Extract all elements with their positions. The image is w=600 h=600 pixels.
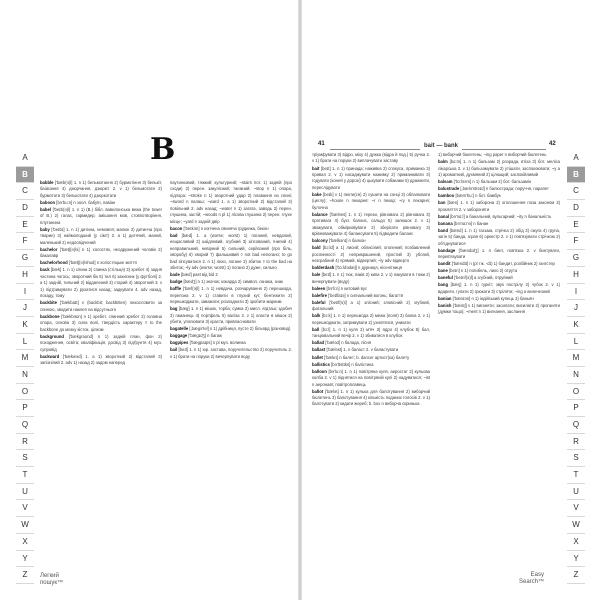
index-tab-p[interactable]: P [16,400,34,417]
entry-headword: band [438,227,449,233]
dictionary-entry [312,313,430,326]
entry-definition: [bæŋ] 1. n 1) гуркіт; звук пострілу 2) чубок 2. v 1) вдарити, гупати 2) грюкати 3) стріляти; ~ing a величезний [438,282,560,294]
right-brand-logo [519,572,544,586]
entry-headword: badge [170,279,183,285]
index-tab-i[interactable]: I [16,284,34,301]
entry-headword: ban [438,200,446,206]
entry-definition: ['bændɪt] n (pl тж. -dɪ) 1) бандит, розбійник 2) гангстер [451,261,555,267]
dictionary-entry [40,354,162,367]
header-rule-left [330,149,420,150]
entry-headword: bagatelle [170,326,189,332]
dictionary-entry [40,267,162,299]
entry-definition: [bæn] 1. n 1) заборона 2) оголошення поза законом 3) прокляття 2. v забороняти [438,200,560,212]
entry-definition: [bə'li:n] n китовий вус [326,285,367,291]
entry-definition: ['beɪnf(ə)l] a згубний, отруйний [454,275,513,281]
entry-headword: bagpipes [170,340,189,346]
index-tab-o[interactable]: O [16,384,34,401]
entry-headword: balk [312,313,321,319]
entry-definition: ['bælət] 1. n 1) кулька для балотування 2) виборчий бюлетень 3) балотування 4) кількість поданих голосів 2. v 1) балотувати 2) кидати жереб; b. box n виборча скринька [312,388,430,407]
dictionary-entry [312,347,430,353]
dictionary-entry [170,272,292,278]
entry-headword: baby [40,226,50,232]
index-tab-t[interactable]: T [16,467,34,484]
entry-headword: ballad [312,340,325,346]
dictionary-entry [170,233,292,272]
index-tab-n[interactable]: N [16,367,34,384]
entry-headword: banish [438,302,452,308]
right-alphabet-index [567,150,585,584]
dictionary-entry [312,355,430,361]
dictionary-entry [40,300,162,313]
entry-headword: background [40,333,64,339]
entry-headword: bandage [438,247,456,253]
entry-definition: ['beɪbɪ] 1. n 1) дитина, немовля; малюк 2) дитинча (про тварин) 3) наймолодший (у сім'ї) 2. a 1) дитячий, малий, маленький 2) недосвідчений [40,226,162,245]
entry-definition: ['bæɡpaɪps] n pl муз. волинка [189,340,246,346]
entry-definition: 1) виборчий бюлетень; ~ing paper n виборчий бюлетень [438,152,547,157]
entry-headword: backbone [40,313,60,319]
entry-headword: banal [438,213,449,219]
index-tab-f[interactable]: F [567,233,585,250]
entry-headword: bang [438,282,449,288]
entry-definition: [beɪl] 1. n 1) юр. застава, поручительство 2) поручитель 2. v 1) брати на поруки 2) вичерпувати воду [170,347,292,359]
dictionary-entry [312,238,430,244]
dictionary-entry [40,247,162,260]
entry-definition: ['bændɪdʒ] 1. n бинт, пов'язка 2. v бинтувати, перев'язувати [438,247,560,260]
dictionary-entry [438,159,560,178]
index-tab-b[interactable]: B [567,167,585,184]
dictionary-entry [40,207,162,226]
entry-definition: ['bætʃ(ə)lə] n 1) холостяк, неодружений чоловік 2) бакалавр [40,246,163,259]
entry-definition: [bæd] 1. a (worse; worst) 1) поганий, невдалий, нещасливий 2) шкідливий, згубний 3) зіпсований, гнилий 4) неправильний, невірний 5) сильний, серйозний (про біль, хворобу) 6) хворий 7) фальшивий ◊ not bad непогано; to go bad зіпсуватися 2. n 1) лихо, погане 2) збиток ◊ to the bad на збиток; ~ly adv (worse; worst) 1) погано 2) дуже, сильно [170,232,292,271]
dictionary-entry [170,326,292,332]
dictionary-entry [438,261,560,267]
entry-headword: baffle [170,286,182,292]
dictionary-entry [438,179,560,185]
entry-headword: baneful [438,275,453,281]
index-tab-c[interactable]: C [16,183,34,200]
entry-definition: ['beɪkən] n копчена свиняча грудинка, бекон [183,225,269,231]
entry-definition: паутинковий, тяжкий; культурний; ~stairs пот. 1) задній (про сходи) 2) перен. закулісний; таємний; ~stop n 1) опора, підпора; ~stroke n 1) зворотний удар 2) плавання на спині; ~sword n палаш; ~ward 1. a 1) зворотний 2) відсталий 3) повільний 2. adv назад; ~water n 1) загата, заводь 2) перен. глушина, застій; ~woods n pl 1) лісова глушина 2) перен. глухе місце; ~yard n задній двір [170,180,292,224]
index-tab-d[interactable]: D [567,200,585,217]
dictionary-entry [312,265,430,271]
dictionary-entry [438,228,560,247]
index-tab-n[interactable]: N [567,367,585,384]
index-tab-x[interactable]: X [567,534,585,551]
entry-definition: [bæɡ] 1. n 1) мішок, торба; сумка 2) мисл. ягдташ; здобич 3) гаманець 4) портфель 5) валіза 2. v 1) класти в мішок 2) убити, уполювати 3) красти, привласнювати [170,306,292,325]
entry-definition: ['bækbəʊn] n 1) хребет, спинний хребет 2) головна опора, основа 3) сила волі, твердість характеру ◊ to the backbone до мозку кісток, цілком [40,313,162,332]
right-page-column-2 [438,152,560,316]
dictionary-entry [312,272,430,285]
right-logo-line1: Easy [530,572,545,578]
index-tab-u[interactable]: U [567,484,585,501]
entry-headword: baleen [312,285,326,291]
entry-headword: balcony [312,238,328,244]
entry-headword: balloon [312,368,327,374]
dictionary-entry [438,193,560,199]
entry-definition: [bɑ:m] 1. n 1) бальзам 2) розрада, втіха 3) бот. меліса лікарська 2. v 1) бальзамувати 2) утішати, заспокоювати; ~y a 1) ароматний, духмяний 2) цілющий; заспокійливий [438,159,560,177]
entry-headword: bachelor [40,246,58,252]
index-tab-r[interactable]: R [567,434,585,451]
entry-definition: [bænd] 1. n 1) тасьма, стрічка 2) обід 3) смуга 4) група, загін 5) банда, зграя 6) оркестр 2. v 1) пов'язувати стрічкою 2) об'єднуватися [438,227,560,246]
entry-definition: [beɪt] 1. n 1) принада; наживка 2) спокуса, приманка 3) привал 2. v 1) насаджувати наживку 2) приманювати 3) годувати (коней у дорозі) 4) цькувати собаками 5) дражнити, переслідувати [312,165,430,190]
entry-definition: [bæd] past від bid 2 [180,272,218,278]
index-tab-w[interactable]: W [567,517,585,534]
index-tab-p[interactable]: P [567,400,585,417]
index-tab-a[interactable]: A [567,150,585,167]
entry-headword: bake [312,191,322,197]
dictionary-entry [40,314,162,333]
entry-definition: [bə'nɑ:nə] n банан [453,220,489,226]
dictionary-entry [40,200,162,206]
dictionary-entry [170,333,292,339]
index-tab-s[interactable]: S [16,450,34,467]
dictionary-entry [438,282,560,295]
index-tab-l[interactable]: L [567,334,585,351]
index-tab-m[interactable]: M [567,350,585,367]
index-tab-z[interactable]: Z [567,567,585,584]
dictionary-entry [312,245,430,264]
entry-definition: [bɔ:l] 1. n 1) куля 2) м'яч 3) ядро 4) клубок 5) бал, танцювальний вечір 2. v 1) збиватися в клубок [312,326,430,339]
dictionary-entry [438,221,560,227]
entry-definition: [bə'bu:n] n зоол. бабуїн, павіан [56,199,116,205]
entry-headword: banana [438,220,453,226]
index-tab-f[interactable]: F [16,233,34,250]
dictionary-entry [438,303,560,316]
index-tab-v[interactable]: V [16,500,34,517]
dictionary-entry [170,226,292,232]
entry-definition: ['bæf(ə)l] 1. n 1) невдача, розчарування 2) перешкода, перепона 2. v 1) ставити в глухий кут, бентежити 2) перешкоджати, заважати; розладнати 3) зробити марним [170,286,292,305]
entry-headword: backward [40,353,60,359]
dictionary-entry [170,180,292,225]
dictionary-entry [438,200,560,213]
dictionary-entry [40,260,162,266]
book-gutter [298,0,302,600]
entry-definition: [,bælə'streɪd] n балюстрада; поруччя, парапет [460,186,549,192]
entry-definition: [bɔ:ld] a 1) лисий; облисілий; оголений; позбавлений рослинності 2) неприкрашений, простий 3) убогий, незграбний 4) прямий, відвертий; ~ly adv відверто [312,245,430,264]
entry-headword: balsam [438,179,453,184]
dictionary-entry [312,286,430,292]
entry-headword: bald [312,245,321,251]
left-page-column-2 [170,180,292,361]
dictionary-entry [40,334,162,353]
index-tab-l[interactable]: L [16,334,34,351]
entry-definition: ['bæb(ə)l] 1. n 1) бельмотання 2) бурмотіння 3) белькіт, базікання 4) дзюрчання, дзюркіт 2. v 1) бельмотати 2) бурмотати 3) белькотати 4) дзюркотати [40,180,162,198]
entry-definition: ['bækbaɪt] v (backbit; backbitten) лихословити за спиною, зводити наклеп на відсутнього [40,300,162,312]
dictionary-entry [312,300,430,313]
dictionary-entry [312,389,430,408]
entry-headword: ballistics [312,361,330,367]
dictionary-entry [312,293,430,299]
index-tab-y[interactable]: Y [16,551,34,568]
index-tab-i[interactable]: I [567,284,585,301]
entry-headword: bag [170,306,178,312]
index-tab-y[interactable]: Y [567,551,585,568]
entry-headword: bail [170,347,178,353]
entry-definition: ['bækwəd] 1. a 1) зворотний 2) відсталий 3) запізнілий 2. adv 1) назад 2) задом наперед [40,353,162,366]
index-tab-e[interactable]: E [567,217,585,234]
dictionary-entry [170,286,292,305]
index-tab-u[interactable]: U [16,484,34,501]
entry-definition: [beɪn] n 1) погибель, лихо 2) отрута [448,268,518,274]
entry-headword: banian [438,295,452,301]
entry-headword: balance [312,211,328,217]
entry-headword: baleful [312,299,326,305]
entry-headword: bamboo [438,193,455,199]
entry-headword: backbite [40,300,57,306]
dictionary-entry [312,212,430,238]
dictionary-entry [312,340,430,346]
entry-definition: [bə'lɪstɪks] n балістика [331,361,374,367]
index-tab-h[interactable]: H [567,267,585,284]
index-tab-t[interactable]: T [567,467,585,484]
dictionary-entry [170,279,292,285]
entry-definition: [bə'nɑ:l] a банальний, вульгарний; ~ity n банальність [450,213,552,219]
dictionary-entry [40,227,162,246]
entry-headword: bandit [438,261,451,267]
index-tab-e[interactable]: E [16,217,34,234]
dictionary-entry [312,166,430,192]
entry-definition: ['beɪlfaɪə] n сигнальний вогонь; багаття [328,292,404,298]
index-tab-s[interactable]: S [567,450,585,467]
index-tab-v[interactable]: V [567,500,585,517]
dictionary-entry [312,369,430,388]
index-tab-j[interactable]: J [567,300,585,317]
dictionary-entry [438,186,560,192]
entry-definition: [bə'lu:n] 1. n 1) повітряна куля, аеростат 2) кульова колба 2. v 1) піднятися на повітряній кулі 2) надуватися; ~ist n аеронавт, повітроплавець [312,368,430,387]
index-tab-w[interactable]: W [16,517,34,534]
right-page-column-1 [312,152,430,409]
entry-headword: bait [312,165,320,171]
dictionary-entry [312,362,430,368]
entry-definition: [bɔ:k] 1. n 1) перешкода 2) межа (поля) 3) балка 2. v 1) перешкоджати, затримувати 2) ухилятися, уникати [312,313,430,325]
index-tab-b[interactable]: B [16,167,34,184]
dictionary-entry [170,306,292,325]
dictionary-entry [438,268,560,274]
page-header-range: bait — bank [424,143,459,149]
entry-headword: balm [438,159,448,165]
left-page-column-1 [40,180,162,367]
entry-definition: ['bæleɪ] n балет; b. dancer артист(ка) балету [324,354,410,360]
entry-headword: balustrade [438,186,460,192]
index-tab-q[interactable]: Q [16,417,34,434]
dictionary-entry [312,192,430,211]
dictionary-entry [438,214,560,220]
section-letter: B [150,132,176,167]
entry-definition: [bæk] 1. n 1) спина 2) спинка (стільця) 3) хребет 4) задня частина чогось; зворотний бік 5) тил 6) захисник (у футболі) 2. a 1) задній, тильний 2) віддалений 3) старий 4) зворотний 3. v 1) підтримувати 2) рухатися назад; задкувати 4. adv назад, позаду, тому [40,267,162,299]
entry-definition: тріумфувати 3) відро, міху 4) дужка (відра й под.) 5) ручка 2. v 1) брати на поруки 2) виплачувати заставу [312,152,430,164]
index-tab-q[interactable]: Q [567,417,585,434]
index-tab-m[interactable]: M [16,350,34,367]
dictionary-entry [170,347,292,360]
entry-definition: [bæm'bu:] n бот. бамбук [455,193,501,199]
index-tab-x[interactable]: X [16,534,34,551]
index-tab-h[interactable]: H [16,267,34,284]
dictionary-entry [438,152,560,158]
entry-definition: [beɪl] 1. n 1) тюк, паків 2) кипа 2. v 1) пакувати в тюки 2) вичерпувати (воду) [312,272,430,284]
index-tab-g[interactable]: G [567,250,585,267]
dictionary-entry [438,296,560,302]
entry-headword: babel [40,207,51,212]
left-logo-line2: пошук™ [40,580,64,586]
index-tab-a[interactable]: A [16,150,34,167]
entry-headword: bachelorhood [40,260,68,266]
entry-headword: bane [438,268,448,274]
index-tab-z[interactable]: Z [16,567,34,584]
entry-headword: bale [312,272,321,278]
entry-headword: ballet [312,354,323,360]
entry-headword: ballast [312,347,326,353]
entry-headword: baggage [170,333,188,339]
dictionary-entry [312,327,430,340]
entry-definition: ['bænɪən] n 1) індійський купець 2) баньян [452,295,534,301]
entry-definition: [bædʒ] n 1) значок; кокарда 2) символ, ознака, знак [183,279,284,285]
dictionary-entry [40,180,162,199]
dictionary-entry [438,275,560,281]
left-page-number: 41 [318,141,325,147]
entry-definition: ['bæɡɪdʒ] n багаж [188,333,222,339]
entry-headword: babble [40,180,54,185]
left-logo-line1: Легкий [40,573,59,579]
entry-definition: ['beɪlf(ə)l] a 1) злісний; зловісний 2) згубний, фатальний [312,299,430,312]
right-page-number: 42 [549,141,556,147]
dictionary-entry [438,248,560,261]
left-brand-logo [40,573,63,587]
index-tab-g[interactable]: G [16,250,34,267]
entry-definition: ['bætʃ(ə)ləhʊd] n холостяцьке життя [68,260,137,266]
entry-definition: ['bɔ:ldədæʃ] n дурниця, нісенітниця [335,265,403,271]
index-tab-k[interactable]: K [567,317,585,334]
entry-headword: bade [170,272,180,278]
entry-definition: ['bæləd] n балада, пісня [325,340,372,346]
dictionary-entry [312,152,430,165]
left-alphabet-index [16,150,34,584]
entry-headword: balderdash [312,265,335,271]
index-tab-o[interactable]: O [567,384,585,401]
entry-headword: bacon [170,225,183,231]
entry-definition: [beɪk] v 1) пекти(ся) 2) сушити на сонці 3) обпалювати (цеглу); ~house n пекарня; ~r n пекар; ~ry n пекарня; булочна [312,191,430,210]
entry-headword: balefire [312,292,327,298]
entry-definition: ['beɪb(ə)l] 1. n 1) (B.) бібл. вавилонська вежа (the tower of B.) 2) галас, гармидер, змішання мов, стовпотворіння, плутанина [40,207,162,225]
entry-definition: ['bækgraʊnd] n 1) задній план, фон 2) походження, освіта; кваліфікація, досвід 3) підґрунтя 4) муз. супровід [40,333,162,352]
right-logo-line2: Search™ [519,579,545,585]
entry-headword: baboon [40,199,56,205]
entry-definition: ['bɔ:lsəm] n 1) бальзам 2) бот. бальзамін [453,179,532,184]
entry-definition: ['bænɪʃ] v 1) виганяти; засилати; висилати 2) проганяти (думки тощо); ~ment n 1) вигнання, заслання [438,302,560,315]
index-tab-c[interactable]: C [567,183,585,200]
header-rule-right [462,149,546,150]
entry-headword: bad [170,232,178,238]
entry-headword: back [40,267,50,273]
entry-headword: ballot [312,388,324,394]
index-tab-j[interactable]: J [16,300,34,317]
entry-definition: ['bæləst] 1. n баласт 2. v баластувати [326,347,399,353]
index-tab-r[interactable]: R [16,434,34,451]
index-tab-d[interactable]: D [16,200,34,217]
entry-headword: ball [312,326,320,332]
index-tab-k[interactable]: K [16,317,34,334]
dictionary-entry [170,340,292,346]
entry-definition: [,bæɡə'tel] n 1) дрібниця, пусте 2) більярд (різновид) [189,326,291,332]
entry-definition: ['bæləns] 1. n 1) терези, рівновага 2) рівновага 3) противага 4) бухг. баланс, сальдо 5) залишок 2. v 1) зважувати, обмірковувати 2) зберігати рівновагу 3) врівноважувати 4) балансувати 5) підводити баланс [312,211,430,237]
entry-definition: ['bælkənɪ] n балкон [329,238,366,244]
